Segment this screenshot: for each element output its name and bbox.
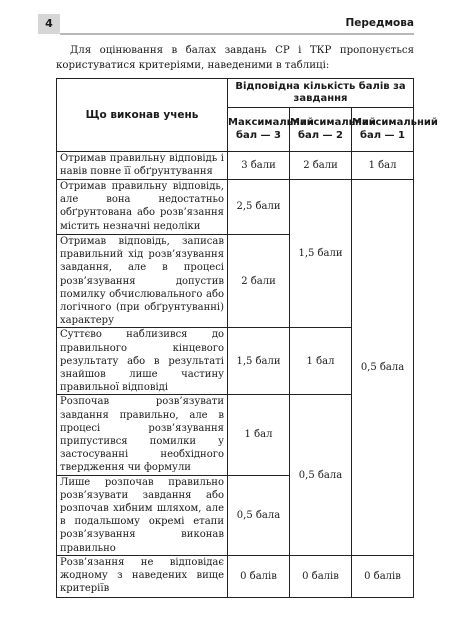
- criterion-cell: Розв’язання не відповідає жодному з наведених вище критеріїв: [57, 555, 228, 597]
- points-cell: 1 бал: [352, 152, 414, 180]
- points-cell: 1,5 бали: [290, 180, 352, 328]
- criterion-cell: Отримав правильну відповідь і навів повне її обґрунтування: [57, 152, 228, 180]
- table-row: [57, 152, 414, 180]
- table-row: [57, 180, 414, 235]
- max1-header: Максимальний бал — 1: [352, 108, 414, 152]
- points-cell: 0 балів: [290, 555, 352, 597]
- criteria-header: Що виконав учень: [57, 79, 228, 152]
- table-row: [57, 555, 414, 597]
- points-cell: 2 бали: [290, 152, 352, 180]
- page-header: [38, 14, 414, 34]
- points-cell: 0 балів: [228, 555, 290, 597]
- criterion-cell: Розпочав розв’язувати завдання правильно, але в процесі розв’язування припустився помилки у застосуванні необхідного твердження чи формули: [57, 395, 228, 475]
- criterion-cell: Суттєво наблизився до правильного кінцевого результату або в результаті знайшов лише частину правильної відповіді: [57, 328, 228, 395]
- criterion-cell: Отримав правильну відповідь, але вона недостатньо обґрунтована або розв’язання містить незначні недоліки: [57, 180, 228, 235]
- points-cell: 0,5 бала: [352, 180, 414, 556]
- points-group-header: Відповідна кількість балів за завдання: [228, 79, 414, 108]
- points-cell: 1,5 бали: [228, 328, 290, 395]
- criterion-cell: Лише розпочав правильно розв’язувати завдання або розпочав хибним шляхом, але в подальшому окремі етапи розв’язування виконав правильно: [57, 475, 228, 555]
- points-cell: 0 балів: [352, 555, 414, 597]
- points-cell: 1 бал: [290, 328, 352, 395]
- points-cell: 2 бали: [228, 235, 290, 328]
- max3-header: Максимальний бал — 3: [228, 108, 290, 152]
- page-number: 4: [38, 14, 60, 34]
- max2-header: Максимальний бал — 2: [290, 108, 352, 152]
- points-cell: 0,5 бала: [228, 475, 290, 555]
- points-cell: 3 бали: [228, 152, 290, 180]
- header-rule: [60, 33, 414, 35]
- grading-table: [56, 78, 438, 598]
- intro-paragraph: Для оцінювання в балах завдань СР і ТКР пропонується користуватися критеріями, наведеними в таблиці:: [56, 45, 414, 71]
- points-cell: 2,5 бали: [228, 180, 290, 235]
- points-cell: 1 бал: [228, 395, 290, 475]
- criterion-cell: Отримав відповідь, записав правильний хід розв’язування завдання, але в процесі розв’язування допустив помилку обчислювального або логічного (при обґрунтуванні) характеру: [57, 235, 228, 328]
- points-cell: 0,5 бала: [290, 395, 352, 555]
- section-title: Передмова: [345, 17, 414, 29]
